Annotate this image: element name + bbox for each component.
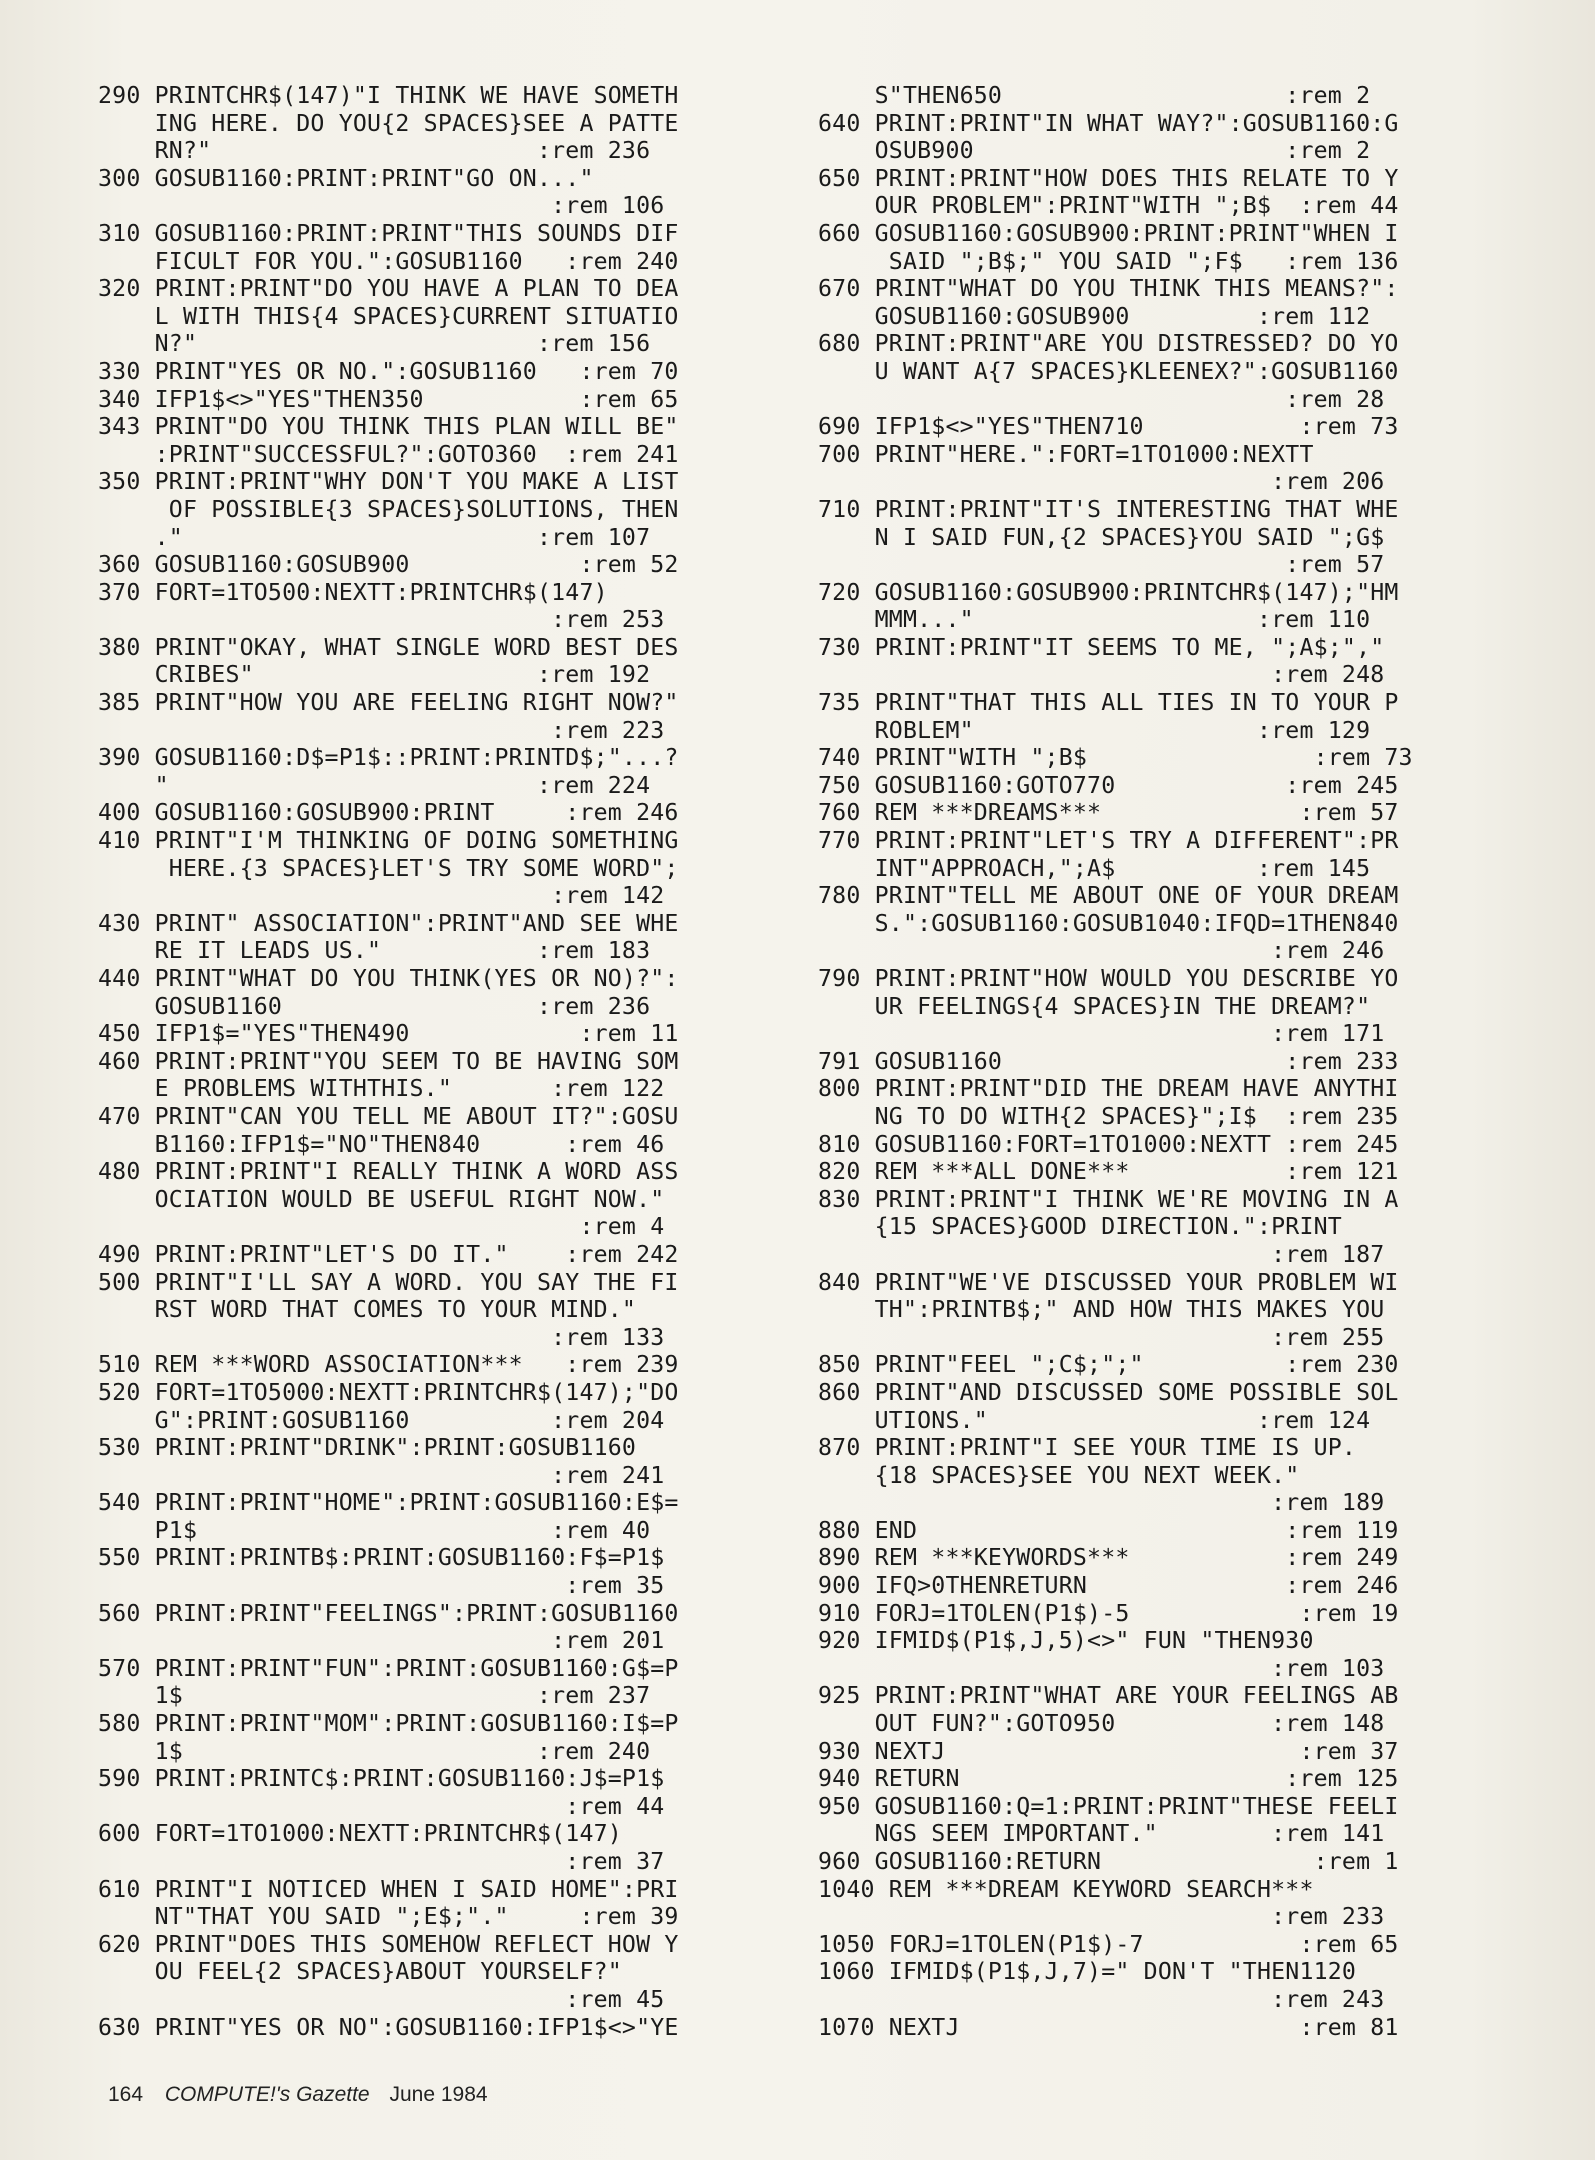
code-line: OUR PROBLEM":PRINT"WITH ";B$ :rem 44 <box>818 192 1399 220</box>
code-line: 440 PRINT"WHAT DO YOU THINK(YES OR NO)?": <box>98 965 679 992</box>
code-line: GOSUB1160 :rem 236 <box>98 992 651 1020</box>
code-line: 920 IFMID$(P1$,J,5)<>" FUN "THEN930 <box>818 1627 1314 1655</box>
code-line: :rem 187 <box>818 1240 1385 1268</box>
code-line: 610 PRINT"I NOTICED WHEN I SAID HOME":PRI <box>98 1875 679 1903</box>
code-line: 1$ :rem 240 <box>98 1737 651 1765</box>
code-line: E PROBLEMS WITHTHIS." :rem 122 <box>98 1075 665 1103</box>
code-line: GOSUB1160:GOSUB900 :rem 112 <box>818 302 1371 330</box>
code-line: B1160:IFP1$="NO"THEN840 :rem 46 <box>98 1130 665 1158</box>
code-line: 870 PRINT:PRINT"I SEE YOUR TIME IS UP. <box>818 1434 1357 1462</box>
code-line: :rem 28 <box>818 385 1385 413</box>
code-line: RST WORD THAT COMES TO YOUR MIND." <box>98 1296 637 1324</box>
code-line: 490 PRINT:PRINT"LET'S DO IT." :rem 242 <box>98 1240 679 1268</box>
code-line: 900 IFQ>0THENRETURN :rem 246 <box>818 1572 1399 1600</box>
code-line: TH":PRINTB$;" AND HOW THIS MAKES YOU <box>818 1296 1385 1324</box>
code-line: 640 PRINT:PRINT"IN WHAT WAY?":GOSUB1160:G <box>818 109 1399 137</box>
code-line: :rem 255 <box>818 1323 1385 1351</box>
code-line: :rem 233 <box>818 1903 1385 1931</box>
code-line: RE IT LEADS US." :rem 183 <box>98 937 651 965</box>
code-line: INT"APPROACH,";A$ :rem 145 <box>818 854 1371 882</box>
code-line: 880 END :rem 119 <box>818 1516 1399 1544</box>
code-line: :rem 103 <box>818 1654 1385 1682</box>
code-line: 390 GOSUB1160:D$=P1$::PRINT:PRINTD$;"...? <box>98 744 679 772</box>
code-line: 590 PRINT:PRINTC$:PRINT:GOSUB1160:J$=P1$ <box>98 1765 665 1793</box>
code-line: 780 PRINT"TELL ME ABOUT ONE OF YOUR DREAM <box>818 882 1399 910</box>
code-line: 560 PRINT:PRINT"FEELINGS":PRINT:GOSUB1160 <box>98 1599 679 1627</box>
code-line: 1$ :rem 237 <box>98 1682 651 1710</box>
code-line: 1070 NEXTJ :rem 81 <box>818 2013 1399 2041</box>
code-line: 690 IFP1$<>"YES"THEN710 :rem 73 <box>818 413 1399 441</box>
code-line: :rem 253 <box>98 606 665 634</box>
code-line: :rem 142 <box>98 882 665 910</box>
code-line: 570 PRINT:PRINT"FUN":PRINT:GOSUB1160:G$=P <box>98 1654 679 1682</box>
code-line: 620 PRINT"DOES THIS SOMEHOW REFLECT HOW Y <box>98 1930 679 1958</box>
code-line: 720 GOSUB1160:GOSUB900:PRINTCHR$(147);"HM <box>818 578 1399 606</box>
code-line: 520 FORT=1TO5000:NEXTT:PRINTCHR$(147);"DO <box>98 1378 679 1406</box>
code-line: :PRINT"SUCCESSFUL?":GOTO360 :rem 241 <box>98 440 679 468</box>
code-line: CRIBES" :rem 192 <box>98 661 651 689</box>
code-line: 820 REM ***ALL DONE*** :rem 121 <box>818 1158 1399 1186</box>
code-line: :rem 171 <box>818 1020 1385 1048</box>
code-line: 925 PRINT:PRINT"WHAT ARE YOUR FEELINGS AB <box>818 1682 1399 1710</box>
code-line: " :rem 224 <box>98 771 651 799</box>
code-line: N?" :rem 156 <box>98 330 651 358</box>
code-line: OUT FUN?":GOTO950 :rem 148 <box>818 1710 1385 1738</box>
code-line: 840 PRINT"WE'VE DISCUSSED YOUR PROBLEM WI <box>818 1268 1399 1296</box>
code-line: FICULT FOR YOU.":GOSUB1160 :rem 240 <box>98 247 679 275</box>
code-line: 630 PRINT"YES OR NO":GOSUB1160:IFP1$<>"YE <box>98 2013 679 2041</box>
code-line: 350 PRINT:PRINT"WHY DON'T YOU MAKE A LIST <box>98 468 679 496</box>
code-line: 410 PRINT"I'M THINKING OF DOING SOMETHING <box>98 827 679 855</box>
code-line: 530 PRINT:PRINT"DRINK":PRINT:GOSUB1160 <box>98 1434 637 1462</box>
code-line: ." :rem 107 <box>98 523 651 551</box>
code-line: S"THEN650 :rem 2 <box>818 82 1371 109</box>
code-line: 1050 FORJ=1TOLEN(P1$)-7 :rem 65 <box>818 1930 1399 1958</box>
code-line: 710 PRINT:PRINT"IT'S INTERESTING THAT WHE <box>818 495 1399 523</box>
code-line: 700 PRINT"HERE.":FORT=1TO1000:NEXTT <box>818 440 1314 468</box>
code-line: :rem 248 <box>818 661 1385 689</box>
code-line: U WANT A{7 SPACES}KLEENEX?":GOSUB1160 <box>818 357 1399 385</box>
code-line: 930 NEXTJ :rem 37 <box>818 1737 1399 1765</box>
code-line: :rem 35 <box>98 1572 665 1600</box>
code-line: 770 PRINT:PRINT"LET'S TRY A DIFFERENT":PR <box>818 827 1399 855</box>
code-line: 460 PRINT:PRINT"YOU SEEM TO BE HAVING SOM <box>98 1047 679 1075</box>
code-line: 730 PRINT:PRINT"IT SEEMS TO ME, ";A$;"," <box>818 633 1385 661</box>
code-line: 400 GOSUB1160:GOSUB900:PRINT :rem 246 <box>98 799 679 827</box>
code-line: SAID ";B$;" YOU SAID ";F$ :rem 136 <box>818 247 1399 275</box>
code-line: :rem 57 <box>818 551 1385 579</box>
page-footer <box>108 2083 488 2107</box>
code-line: 830 PRINT:PRINT"I THINK WE'RE MOVING IN A <box>818 1185 1399 1213</box>
code-line: 890 REM ***KEYWORDS*** :rem 249 <box>818 1544 1399 1572</box>
code-line: 500 PRINT"I'LL SAY A WORD. YOU SAY THE FI <box>98 1268 679 1296</box>
code-line: 860 PRINT"AND DISCUSSED SOME POSSIBLE SOL <box>818 1378 1399 1406</box>
code-line: 680 PRINT:PRINT"ARE YOU DISTRESSED? DO YO <box>818 330 1399 358</box>
code-line: :rem 45 <box>98 1985 665 2013</box>
code-line: NT"THAT YOU SAID ";E$;"." :rem 39 <box>98 1903 679 1931</box>
code-line: S.":GOSUB1160:GOSUB1040:IFQD=1THEN840 <box>818 909 1399 937</box>
code-line: 1040 REM ***DREAM KEYWORD SEARCH*** <box>818 1875 1314 1903</box>
code-line: HERE.{3 SPACES}LET'S TRY SOME WORD"; <box>98 854 679 882</box>
code-line: 290 PRINTCHR$(147)"I THINK WE HAVE SOMETH <box>98 82 679 109</box>
code-line: 791 GOSUB1160 :rem 233 <box>818 1047 1399 1075</box>
code-line: 320 PRINT:PRINT"DO YOU HAVE A PLAN TO DEA <box>98 275 679 303</box>
code-line: 800 PRINT:PRINT"DID THE DREAM HAVE ANYTHI <box>818 1075 1399 1103</box>
code-line: 910 FORJ=1TOLEN(P1$)-5 :rem 19 <box>818 1599 1399 1627</box>
code-line: 580 PRINT:PRINT"MOM":PRINT:GOSUB1160:I$=P <box>98 1710 679 1738</box>
code-line: :rem 223 <box>98 716 665 744</box>
code-line: NG TO DO WITH{2 SPACES}";I$ :rem 235 <box>818 1102 1399 1130</box>
code-line: ING HERE. DO YOU{2 SPACES}SEE A PATTE <box>98 109 679 137</box>
code-line: OF POSSIBLE{3 SPACES}SOLUTIONS, THEN <box>98 495 679 523</box>
code-line: 760 REM ***DREAMS*** :rem 57 <box>818 799 1399 827</box>
listing-column-left <box>98 82 798 2041</box>
code-line: UTIONS." :rem 124 <box>818 1406 1371 1434</box>
code-line: G":PRINT:GOSUB1160 :rem 204 <box>98 1406 665 1434</box>
code-line: 450 IFP1$="YES"THEN490 :rem 11 <box>98 1020 679 1048</box>
code-line: 790 PRINT:PRINT"HOW WOULD YOU DESCRIBE YO <box>818 965 1399 992</box>
code-line: 510 REM ***WORD ASSOCIATION*** :rem 239 <box>98 1351 679 1379</box>
code-line: :rem 133 <box>98 1323 665 1351</box>
code-line: 735 PRINT"THAT THIS ALL TIES IN TO YOUR P <box>818 689 1399 717</box>
code-line: OCIATION WOULD BE USEFUL RIGHT NOW." <box>98 1185 665 1213</box>
code-line: NGS SEEM IMPORTANT." :rem 141 <box>818 1820 1385 1848</box>
magazine-title: COMPUTE!'s Gazette <box>164 2083 370 2106</box>
code-line: 670 PRINT"WHAT DO YOU THINK THIS MEANS?": <box>818 275 1399 303</box>
code-line: 1060 IFMID$(P1$,J,7)=" DON'T "THEN1120 <box>818 1958 1357 1986</box>
code-line: N I SAID FUN,{2 SPACES}YOU SAID ";G$ <box>818 523 1385 551</box>
code-line: 550 PRINT:PRINTB$:PRINT:GOSUB1160:F$=P1$ <box>98 1544 665 1572</box>
code-line: 960 GOSUB1160:RETURN :rem 1 <box>818 1848 1399 1875</box>
code-line: L WITH THIS{4 SPACES}CURRENT SITUATIO <box>98 302 679 330</box>
code-line: RN?" :rem 236 <box>98 137 651 165</box>
listing-column-right <box>818 82 1518 2041</box>
code-line: {15 SPACES}GOOD DIRECTION.":PRINT <box>818 1213 1342 1241</box>
code-line: MMM..." :rem 110 <box>818 606 1371 634</box>
code-line: 470 PRINT"CAN YOU TELL ME ABOUT IT?":GOSU <box>98 1102 679 1130</box>
code-line: 540 PRINT:PRINT"HOME":PRINT:GOSUB1160:E$= <box>98 1489 679 1517</box>
code-line: :rem 106 <box>98 192 665 220</box>
code-line: 940 RETURN :rem 125 <box>818 1765 1399 1793</box>
code-line: :rem 4 <box>98 1213 665 1241</box>
code-line: {18 SPACES}SEE YOU NEXT WEEK." <box>818 1461 1300 1489</box>
code-line: 750 GOSUB1160:GOTO770 :rem 245 <box>818 771 1399 799</box>
code-line: :rem 189 <box>818 1489 1385 1517</box>
page-number: 164 <box>108 2083 144 2106</box>
code-line: :rem 201 <box>98 1627 665 1655</box>
code-line: 340 IFP1$<>"YES"THEN350 :rem 65 <box>98 385 679 413</box>
code-line: 360 GOSUB1160:GOSUB900 :rem 52 <box>98 551 679 579</box>
code-line: 480 PRINT:PRINT"I REALLY THINK A WORD ASS <box>98 1158 679 1186</box>
code-line: 600 FORT=1TO1000:NEXTT:PRINTCHR$(147) <box>98 1820 622 1848</box>
code-line: 330 PRINT"YES OR NO.":GOSUB1160 :rem 70 <box>98 357 679 385</box>
code-line: :rem 246 <box>818 937 1385 965</box>
code-line: :rem 206 <box>818 468 1385 496</box>
code-line: 385 PRINT"HOW YOU ARE FEELING RIGHT NOW?" <box>98 689 679 717</box>
code-line: :rem 241 <box>98 1461 665 1489</box>
code-line: 740 PRINT"WITH ";B$ :rem 73 <box>818 744 1413 772</box>
code-line: 650 PRINT:PRINT"HOW DOES THIS RELATE TO Y <box>818 164 1399 192</box>
code-line: P1$ :rem 40 <box>98 1516 651 1544</box>
code-line: OU FEEL{2 SPACES}ABOUT YOURSELF?" <box>98 1958 622 1986</box>
code-line: 810 GOSUB1160:FORT=1TO1000:NEXTT :rem 245 <box>818 1130 1399 1158</box>
code-line: 380 PRINT"OKAY, WHAT SINGLE WORD BEST DES <box>98 633 679 661</box>
issue-date: June 1984 <box>389 2083 488 2106</box>
code-line: UR FEELINGS{4 SPACES}IN THE DREAM?" <box>818 992 1371 1020</box>
code-line: 310 GOSUB1160:PRINT:PRINT"THIS SOUNDS DIF <box>98 219 679 247</box>
code-line: 370 FORT=1TO500:NEXTT:PRINTCHR$(147) <box>98 578 608 606</box>
code-line: ROBLEM" :rem 129 <box>818 716 1371 744</box>
code-line: :rem 37 <box>98 1848 665 1875</box>
code-line: 300 GOSUB1160:PRINT:PRINT"GO ON..." <box>98 164 594 192</box>
code-line: :rem 44 <box>98 1792 665 1820</box>
code-line: 660 GOSUB1160:GOSUB900:PRINT:PRINT"WHEN I <box>818 219 1399 247</box>
code-line: 850 PRINT"FEEL ";C$;";" :rem 230 <box>818 1351 1399 1379</box>
code-line: 430 PRINT" ASSOCIATION":PRINT"AND SEE WHE <box>98 909 679 937</box>
code-line: 950 GOSUB1160:Q=1:PRINT:PRINT"THESE FEELI <box>818 1792 1399 1820</box>
code-line: :rem 243 <box>818 1985 1385 2013</box>
code-line: 343 PRINT"DO YOU THINK THIS PLAN WILL BE" <box>98 413 679 441</box>
code-line: OSUB900 :rem 2 <box>818 137 1371 165</box>
